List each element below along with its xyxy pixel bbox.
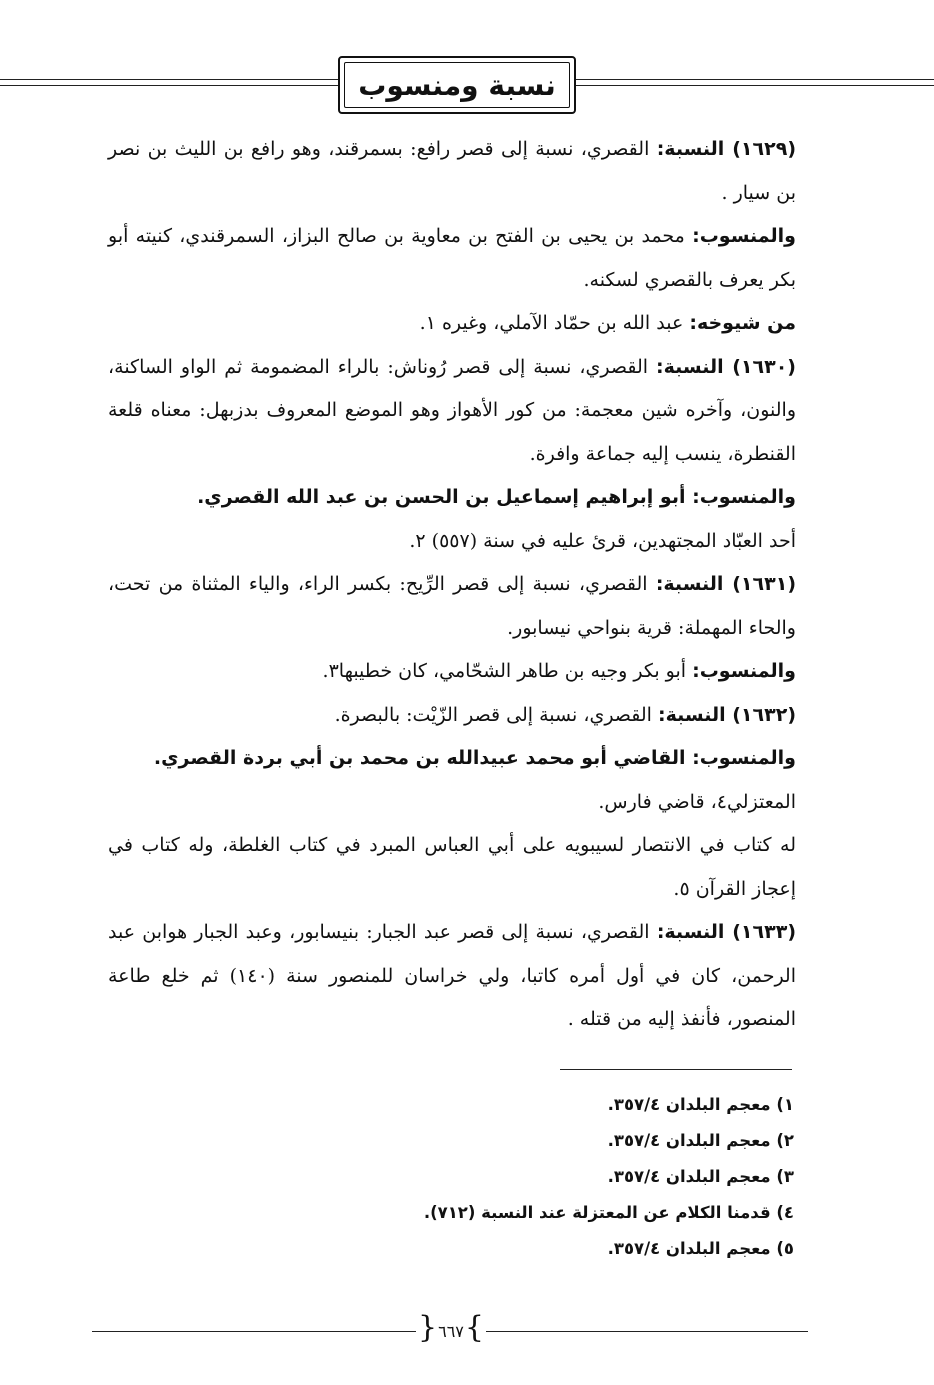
brace-right: } [464, 1310, 484, 1345]
entry-text: القصري، نسبة إلى قصر الزّيْت: بالبصرة. [334, 703, 658, 726]
footnote-3: ٣) معجم البلدان ٣٥٧/٤. [607, 1167, 794, 1186]
brace-left: { [418, 1310, 438, 1345]
entry-text: القصري، نسبة إلى قصر الرِّيح: بكسر الراء، والياء المثناة من تحت، والحاء المهملة: قرية بنواحي نيسابور. [108, 573, 796, 639]
footnote-5: ٥) معجم البلدان ٣٥٧/٤. [607, 1239, 794, 1258]
footnote-4: ٤) قدمنا الكلام عن المعتزلة عند النسبة (٧١٢). [423, 1203, 794, 1222]
entry-1632 [108, 694, 796, 738]
entry-1632-mansub [108, 737, 796, 781]
entry-text: عبد الله بن حمّاد الآملي، وغيره ١. [419, 312, 690, 334]
header-title-box [338, 56, 576, 114]
entry-label: والمنسوب: [692, 225, 796, 247]
header-title: نسبة ومنسوب [344, 62, 570, 108]
entry-label: (١٦٣٢) النسبة: [658, 703, 796, 726]
entry-1630-mansub [108, 476, 796, 520]
entry-label: والمنسوب: [692, 660, 796, 682]
entry-1631 [108, 563, 796, 650]
entry-text: أبو بكر وجيه بن طاهر الشحّامي، كان خطيبها٣. [322, 660, 693, 682]
entry-1630-note [108, 520, 796, 564]
entry-label: (١٦٣١) النسبة: [655, 573, 796, 595]
footer-rule-right [486, 1331, 808, 1332]
entry-1629 [108, 128, 796, 215]
page-number-box [416, 1310, 486, 1348]
footnote-separator [560, 1069, 792, 1070]
page-number: ٦٦٧ [438, 1321, 464, 1341]
footnote-2: ٢) معجم البلدان ٣٥٧/٤. [607, 1131, 794, 1150]
entry-label: (١٦٣٠) النسبة: [656, 355, 796, 378]
entry-1632-note [108, 781, 796, 825]
footnote-1: ١) معجم البلدان ٣٥٧/٤. [607, 1095, 794, 1114]
entry-text: له كتاب في الانتصار لسيبويه على أبي العباس المبرد في كتاب الغلطة، وله كتاب في إعجاز القرآن ٥. [108, 834, 796, 900]
entry-text: القصري، نسبة إلى قصر عبد الجبار: بنيسابور، وعبد الجبار هوابن عبد الرحمن، كان في أول أمره كاتبا، ولي خراسان للمنصور سنة (١٤٠) ثم خلع طاعة المنصور، فأنفذ إليه من قتله . [108, 921, 796, 1030]
entry-label: والمنسوب: القاضي أبو محمد عبيدالله بن محمد بن أبي بردة القصري. [153, 747, 796, 769]
header-rule-left-top [0, 79, 338, 80]
entry-1629-mansub [108, 215, 796, 302]
entry-1631-mansub [108, 650, 796, 694]
entry-1630 [108, 346, 796, 477]
header-rule-left-bottom [0, 85, 338, 86]
entry-text: محمد بن يحيى بن الفتح بن معاوية بن صالح البزاز، السمرقندي، كنيته أبو بكر يعرف بالقصري لسكنه. [108, 225, 796, 291]
footnotes [294, 1087, 794, 1267]
entry-text: المعتزلي٤، قاضي فارس. [598, 790, 796, 813]
entry-1632-books [108, 824, 796, 911]
entry-label: من شيوخه: [689, 312, 796, 334]
entry-text: القصري، نسبة إلى قصر رُوناش: بالراء المضمومة ثم الواو الساكنة، والنون، وآخره شين معجمة: من كور الأهواز وهو الموضع المعروف بدزبهل: معناه قلعة القنطرة، ينسب إليه جماعة وافرة. [108, 355, 796, 465]
header-rule-right-bottom [576, 85, 934, 86]
header-rule-right-top [576, 79, 934, 80]
entry-1633 [108, 911, 796, 1042]
entry-label: والمنسوب: أبو إبراهيم إسماعيل بن الحسن بن عبد الله القصري. [197, 486, 796, 508]
entry-text: القصري، نسبة إلى قصر رافع: بسمرقند، وهو رافع بن الليث بن نصر بن سيار . [108, 138, 796, 204]
entry-1629-shuyukh [108, 302, 796, 346]
page-body [108, 128, 796, 1042]
footer-rule-left [92, 1331, 416, 1332]
entry-text: أحد العبّاد المجتهدين، قرئ عليه في سنة (٥٥٧) ٢. [409, 529, 796, 552]
entry-label: (١٦٢٩) النسبة: [656, 138, 796, 160]
entry-label: (١٦٣٣) النسبة: [656, 921, 796, 943]
